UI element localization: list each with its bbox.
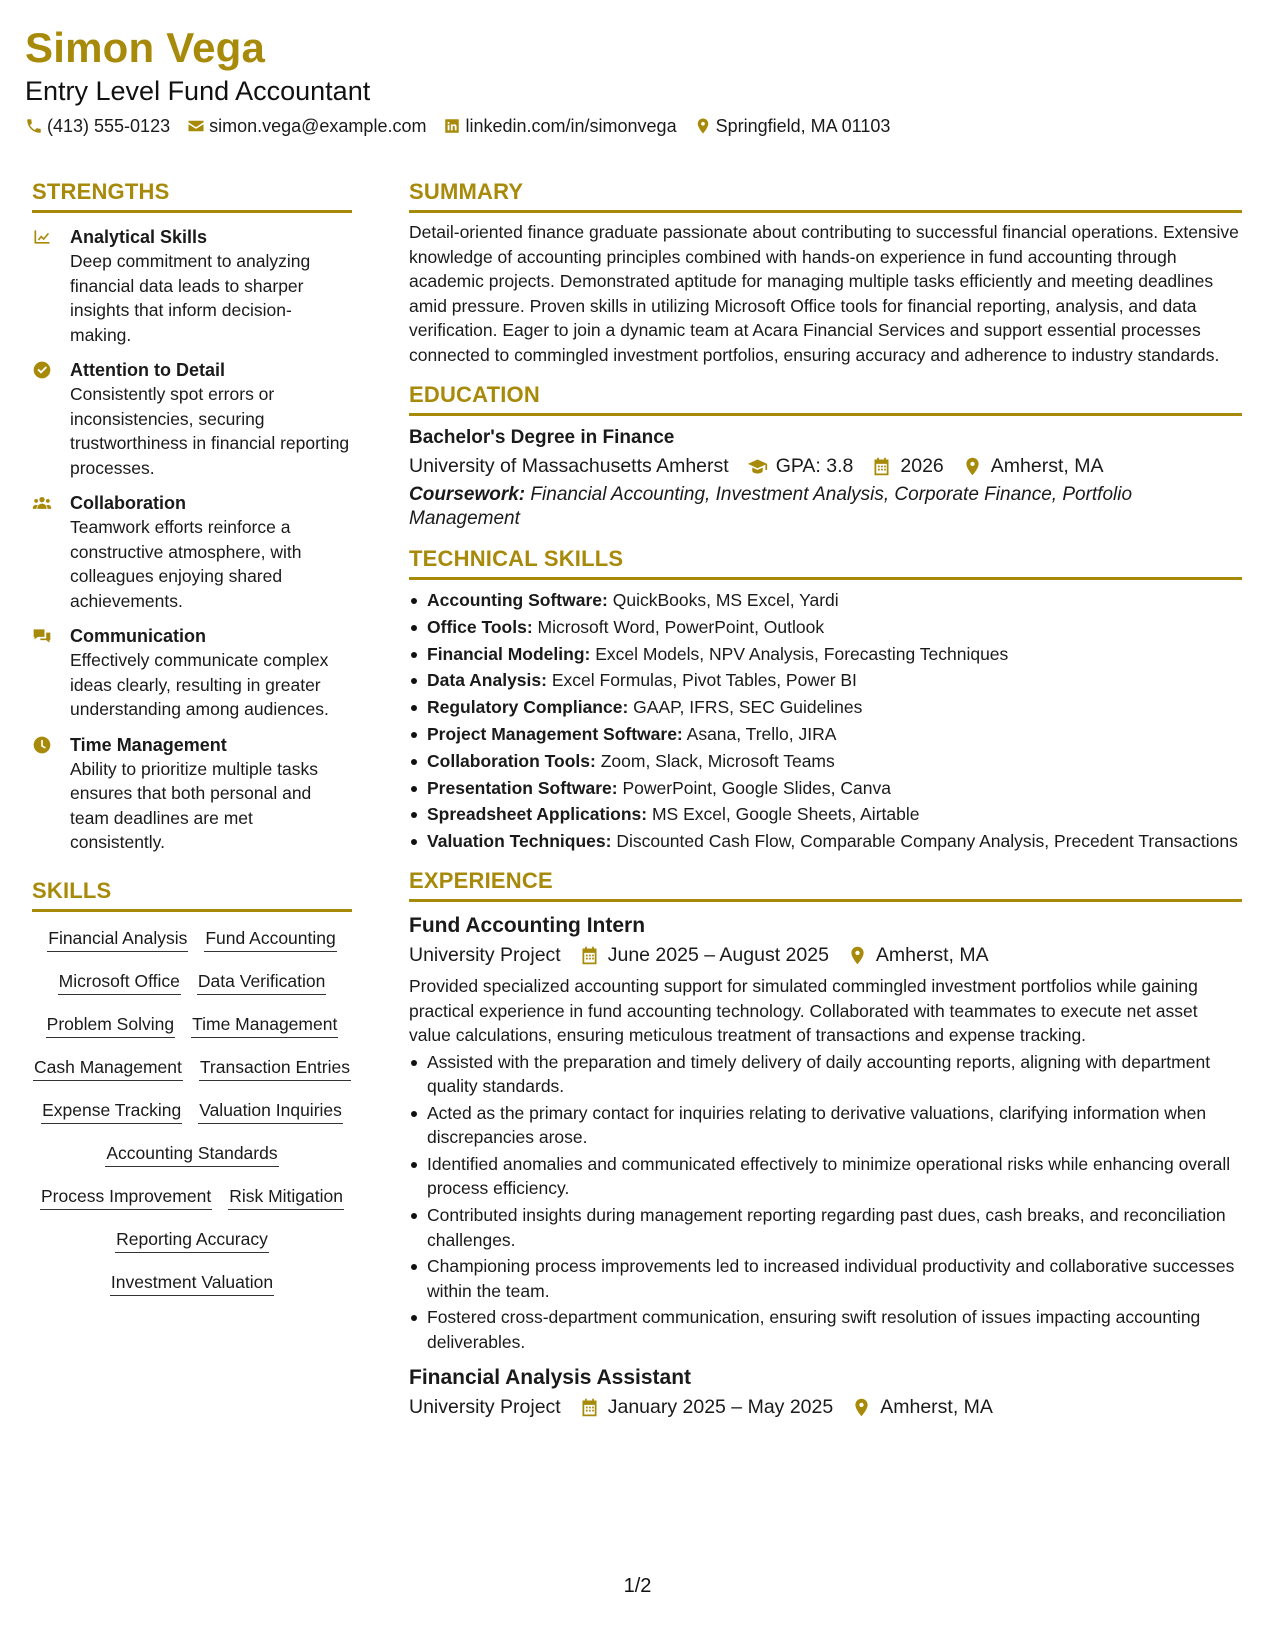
- contact-phone: [25, 114, 170, 138]
- strength-item: [32, 491, 352, 613]
- list-item: Acted as the primary contact for inquiries relating to derivative valuations, clarifying information when discrepancies arose.: [427, 1101, 1242, 1150]
- calendar-icon: [579, 1397, 600, 1418]
- skill-tag: Transaction Entries: [199, 1055, 351, 1081]
- edu-location-item: [956, 451, 1104, 481]
- summary-title: SUMMARY: [409, 178, 1242, 213]
- skill-value: PowerPoint, Google Slides, Canva: [622, 777, 891, 798]
- strength-title: Attention to Detail: [70, 360, 225, 380]
- envelope-icon: [187, 117, 205, 135]
- skill-value: MS Excel, Google Sheets, Airtable: [651, 804, 920, 825]
- skill-tag: Data Verification: [197, 969, 326, 995]
- job-dates-text: June 2025 – August 2025: [607, 944, 829, 967]
- contact-location: [694, 114, 891, 138]
- skill-value: Excel Formulas, Pivot Tables, Power BI: [551, 670, 857, 691]
- skill-label: Spreadsheet Applications:: [427, 804, 648, 825]
- list-item: [427, 695, 1242, 719]
- strength-item: [32, 358, 352, 480]
- map-marker-icon: [847, 945, 868, 966]
- strength-desc: Effectively communicate complex ideas clearly, resulting in greater understanding among audiences.: [70, 650, 329, 719]
- skill-value: Discounted Cash Flow, Comparable Company Analysis, Precedent Transactions: [616, 831, 1238, 852]
- strength-item: [32, 624, 352, 722]
- list-item: [427, 802, 1242, 826]
- map-marker-icon: [694, 117, 712, 135]
- candidate-headline: Entry Level Fund Accountant: [25, 76, 371, 106]
- skill-value: QuickBooks, MS Excel, Yardi: [612, 590, 839, 610]
- job-location-text: Amherst, MA: [875, 944, 989, 967]
- skill-tag: Problem Solving: [46, 1012, 175, 1038]
- coursework-text: Financial Accounting, Investment Analysis, Corporate Finance, Portfolio Management: [409, 484, 1133, 529]
- year-item: [865, 451, 943, 481]
- skill-tag: Risk Mitigation: [228, 1184, 344, 1210]
- list-item: [427, 722, 1242, 746]
- location-text: Springfield, MA 01103: [715, 116, 891, 136]
- job-org-text: University Project: [409, 944, 561, 967]
- coursework: [409, 483, 1242, 531]
- experience-section: [409, 867, 1242, 1422]
- year-text: 2026: [900, 455, 944, 477]
- strength-item: [32, 733, 352, 855]
- skill-value: Asana, Trello, JIRA: [686, 723, 837, 744]
- school-name: [409, 451, 729, 481]
- coursework-label: Coursework:: [409, 484, 526, 505]
- skill-tag: Fund Accounting: [204, 926, 336, 952]
- check-circle-icon: [32, 360, 52, 380]
- experience-title: EXPERIENCE: [409, 867, 1242, 902]
- strength-item: [32, 225, 352, 347]
- degree-name: Bachelor's Degree in Finance: [409, 427, 675, 448]
- job-location: [841, 940, 989, 970]
- strength-desc: Teamwork efforts reinforce a constructive atmosphere, with colleagues enjoying shared achievements.: [70, 517, 302, 611]
- job-dates: [573, 940, 829, 970]
- skill-label: Accounting Software:: [427, 590, 608, 610]
- list-item: Championing process improvements led to increased individual productivity and collaborative successes within the team.: [427, 1254, 1242, 1303]
- list-item: [427, 615, 1242, 639]
- phone-text: (413) 555-0123: [47, 116, 171, 136]
- contact-linkedin[interactable]: [443, 114, 676, 138]
- job-org: [409, 1392, 561, 1422]
- job-entry: [409, 912, 1242, 1354]
- skill-value: Microsoft Word, PowerPoint, Outlook: [537, 616, 825, 637]
- skill-label: Office Tools:: [427, 616, 533, 637]
- comments-icon: [32, 626, 52, 646]
- job-org: [409, 940, 561, 970]
- list-item: Identified anomalies and communicated effectively to minimize operational risks while enhancing overall process efficiency.: [427, 1152, 1242, 1201]
- calendar-icon: [579, 945, 600, 966]
- phone-icon: [25, 117, 43, 135]
- strength-desc: Deep commitment to analyzing financial data leads to sharper insights that inform decision-making.: [70, 251, 311, 345]
- skill-tag: Process Improvement: [40, 1184, 212, 1210]
- skill-tag: Financial Analysis: [47, 926, 188, 952]
- contact-email[interactable]: [187, 114, 426, 138]
- skill-tag: Investment Valuation: [110, 1270, 274, 1296]
- strengths-title: STRENGTHS: [32, 178, 352, 213]
- map-marker-icon: [962, 456, 983, 477]
- skill-label: Project Management Software:: [427, 723, 683, 744]
- right-column: [409, 178, 1242, 1422]
- skills-tags: [32, 926, 352, 1296]
- skill-label: Regulatory Compliance:: [427, 697, 629, 718]
- graduation-cap-icon: [747, 456, 768, 477]
- job-bullets: [409, 1050, 1242, 1354]
- strength-desc: Ability to prioritize multiple tasks ensures that both personal and team deadlines are met consistently.: [70, 758, 318, 852]
- skills-section: [32, 877, 352, 1296]
- resume-header: [25, 22, 1255, 138]
- skills-title: SKILLS: [32, 877, 352, 912]
- skill-label: Valuation Techniques:: [427, 831, 612, 852]
- clock-icon: [32, 735, 52, 755]
- calendar-icon: [871, 456, 892, 477]
- list-item: [427, 749, 1242, 773]
- job-title: Fund Accounting Intern: [409, 914, 646, 938]
- job-location-text: Amherst, MA: [880, 1396, 993, 1419]
- job-org-text: University Project: [409, 1396, 561, 1419]
- job-entry: [409, 1364, 1242, 1422]
- job-location: [845, 1392, 993, 1422]
- education-section: [409, 381, 1242, 531]
- list-item: Fostered cross-department communication, ensuring swift resolution of issues impacting accounting deliverables.: [427, 1305, 1242, 1354]
- skill-value: Excel Models, NPV Analysis, Forecasting Techniques: [595, 643, 1009, 664]
- list-item: [427, 588, 1242, 612]
- skill-label: Data Analysis:: [427, 670, 547, 691]
- map-marker-icon: [851, 1397, 872, 1418]
- skill-tag: Microsoft Office: [58, 969, 181, 995]
- strength-title: Time Management: [70, 734, 227, 755]
- job-description: Provided specialized accounting support for simulated commingled investment portfolios while gaining practical experience in fund accounting technology. Collaborated with teammates to execute net asset value calculations, ensuring meticulous treatment of transactions and expense tracking.: [409, 976, 1198, 1046]
- candidate-name: Simon Vega: [25, 24, 266, 71]
- list-item: [427, 642, 1242, 666]
- skill-tag: Accounting Standards: [105, 1141, 278, 1167]
- linkedin-text: linkedin.com/in/simonvega: [465, 116, 677, 136]
- list-item: [427, 668, 1242, 692]
- education-title: EDUCATION: [409, 381, 1242, 416]
- edu-location-text: Amherst, MA: [990, 455, 1104, 477]
- list-item: [427, 829, 1242, 853]
- strength-title: Collaboration: [70, 493, 186, 513]
- job-title: Financial Analysis Assistant: [409, 1366, 692, 1390]
- skill-label: Collaboration Tools:: [427, 750, 596, 771]
- skill-tag: Expense Tracking: [41, 1098, 182, 1124]
- summary-text: Detail-oriented finance graduate passionate about contributing to successful financial operations. Extensive knowledge of accounting principles combined with hands-on experience in fund accounting through academic projects. Demonstrated aptitude for managing multiple tasks efficiently and meeting deadlines amid pressure. Proven skills in utilizing Microsoft Office tools for financial reporting, analysis, and data verification. Eager to join a dynamic team at Acara Financial Services and support essential processes connected to commingled investment portfolios, ensuring accuracy and adherence to industry standards.: [409, 222, 1239, 365]
- education-meta: [409, 451, 1242, 481]
- skill-label: Financial Modeling:: [427, 643, 591, 664]
- technical-skills-section: [409, 545, 1242, 853]
- linkedin-icon: [443, 117, 461, 135]
- strengths-list: [32, 225, 352, 855]
- gpa-text: GPA: 3.8: [775, 455, 854, 477]
- technical-skills-list: [409, 588, 1242, 853]
- users-icon: [32, 493, 52, 513]
- skill-label: Presentation Software:: [427, 777, 618, 798]
- job-dates: [573, 1392, 834, 1422]
- skill-tag: Valuation Inquiries: [198, 1098, 343, 1124]
- skill-value: Zoom, Slack, Microsoft Teams: [600, 750, 835, 771]
- contact-bar: [25, 114, 1255, 138]
- list-item: Contributed insights during management reporting regarding past dues, cash breaks, and reconciliation challenges.: [427, 1203, 1242, 1252]
- skill-value: GAAP, IFRS, SEC Guidelines: [633, 697, 863, 718]
- skill-tag: Time Management: [191, 1012, 338, 1038]
- school-text: University of Massachusetts Amherst: [409, 455, 729, 477]
- chart-line-icon: [32, 227, 52, 247]
- page-number: 1/2: [623, 1575, 652, 1597]
- job-meta: [409, 940, 1242, 970]
- skill-tag: Cash Management: [33, 1055, 183, 1081]
- strength-title: Analytical Skills: [70, 227, 208, 247]
- job-dates-text: January 2025 – May 2025: [607, 1396, 834, 1419]
- strength-title: Communication: [70, 626, 207, 646]
- job-meta: [409, 1392, 1242, 1422]
- list-item: [427, 776, 1242, 800]
- gpa-item: [741, 451, 854, 481]
- strength-desc: Consistently spot errors or inconsistencies, securing trustworthiness in financial reporting processes.: [70, 384, 350, 478]
- list-item: Assisted with the preparation and timely delivery of daily accounting reports, aligning with department quality standards.: [427, 1050, 1242, 1099]
- left-column: [32, 178, 352, 1296]
- skill-tag: Reporting Accuracy: [115, 1227, 269, 1253]
- technical-skills-title: TECHNICAL SKILLS: [409, 545, 1242, 580]
- email-text: simon.vega@example.com: [209, 116, 427, 136]
